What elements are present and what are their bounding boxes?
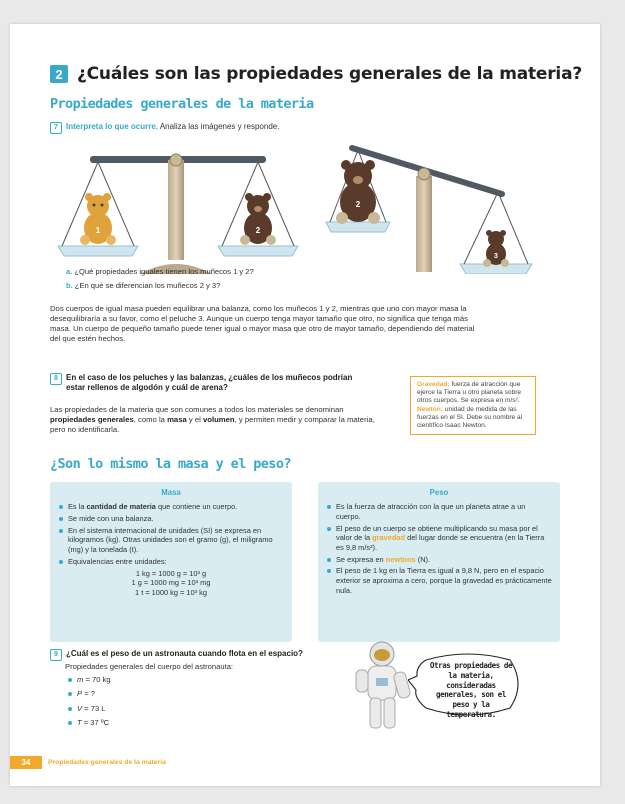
question-a-letter: a.	[66, 267, 73, 276]
activity-7-number: 7	[50, 122, 62, 134]
mass-item-2: Se mide con una balanza.	[58, 514, 284, 524]
question-b	[66, 281, 220, 290]
teddy-2-label-b: 2	[355, 200, 361, 209]
weight-box-title: Peso	[429, 488, 449, 497]
weight-item-1: Es la fuerza de atracción con la que un planeta atrae a un cuerpo.	[326, 502, 552, 521]
subtitle-general-properties: Propiedades generales de la materia	[50, 96, 314, 112]
section-heading	[50, 64, 582, 84]
teddy-2-left-pan	[336, 160, 380, 224]
subtitle-mass-vs-weight: ¿Son lo mismo la masa y el peso?	[50, 456, 291, 472]
teddy-1	[80, 193, 116, 245]
section-title: ¿Cuáles son las propiedades generales de la materia?	[77, 64, 582, 84]
activity-8	[50, 373, 360, 393]
footer-title: Propiedades generales de la materia	[48, 759, 166, 766]
balance-illustration	[40, 134, 550, 274]
mass-equivalences: 1 kg = 1000 g = 10³ g 1 g = 1000 mg = 10³ mg 1 t = 1000 kg = 10³ kg	[131, 568, 211, 597]
activity-9-text: ¿Cuál es el peso de un astronauta cuando flota en el espacio?	[66, 649, 303, 658]
prop-weight: P = ?	[68, 687, 111, 701]
question-b-letter: b.	[66, 281, 73, 290]
mass-item-1: Es la cantidad de materia que contiene un cuerpo.	[58, 502, 284, 512]
weight-box	[318, 482, 560, 642]
paragraph-mass-balance: Dos cuerpos de igual masa pueden equilibrar una balanza, como los muñecos 1 y 2, mientras que uno con mayor masa la desequilibraría a su favor, como el peluche 3. Aunque un cuerpo tenga mayor tamaño que otro, no significa que tenga más masa. Un cuerpo de pequeño tamaño puede tener igual o mayor masa que otro de mayor tamaño, dependiendo del material del que estén hechos.	[50, 304, 475, 344]
prop-volume: V = 73 L	[68, 702, 111, 716]
activity-9-number: 9	[50, 649, 62, 661]
teddy-3-label: 3	[494, 253, 498, 260]
astronaut-props-list	[68, 673, 111, 731]
mass-box	[50, 482, 292, 642]
weight-item-3: Se expresa en newtons (N).	[326, 555, 552, 565]
activity-8-number: 8	[50, 373, 62, 385]
textbook-page	[10, 24, 600, 786]
activity-8-text: En el caso de los peluches y las balanzas, ¿cuáles de los muñecos podrían estar rellenos de algodón y cuál de arena?	[66, 373, 353, 392]
teddy-2-right-pan	[240, 193, 276, 245]
glossary-newton: Newton: unidad de medida de las fuerzas en el SI. Debe su nombre al científico Isaac Newton.	[417, 405, 523, 430]
teddy-2-label-a: 2	[255, 226, 261, 235]
prop-mass: m = 70 kg	[68, 673, 111, 687]
glossary-gravedad: Gravedad: fuerza de atracción que ejerce la Tierra u otro planeta sobre otros cuerpos. Se expresa en m/s².	[417, 381, 522, 405]
activity-7	[50, 122, 279, 134]
section-number: 2	[50, 65, 68, 83]
weight-item-2: El peso de un cuerpo se obtiene multiplicando su masa por el valor de la gravedad del lugar donde se encuentra (en la Tierra es 9,8 m/s²).	[326, 524, 552, 553]
paragraph-general-properties: Las propiedades de la materia que son comunes a todos los materiales se denominan propiedades generales, como la masa y el volumen, y permiten medir y comparar la materia, pero no identificarla.	[50, 405, 375, 435]
weight-item-4: El peso de 1 kg en la Tierra es igual a 9,8 N, pero en el espacio exterior se aproxima a cero, porque la gravedad es prácticamente nula.	[326, 566, 552, 595]
astronaut-image	[354, 638, 414, 734]
speech-bubble-text: Otras propiedades de la materia, consideradas generales, son el peso y la temperatura.	[429, 661, 513, 719]
astronaut-props-intro: Propiedades generales del cuerpo del astronauta:	[65, 662, 234, 671]
activity-9	[50, 649, 303, 661]
question-a-text: ¿Qué propiedades iguales tienen los muñecos 1 y 2?	[74, 267, 254, 276]
teddy-3	[483, 230, 509, 267]
activity-7-text: Analiza las imágenes y responde.	[159, 122, 280, 131]
prop-temperature: T = 37 ºC	[68, 716, 111, 730]
page-footer	[10, 756, 166, 769]
activity-7-lead: Interpreta lo que ocurre.	[66, 122, 159, 131]
mass-box-title: Masa	[161, 488, 181, 497]
mass-item-4: Equivalencias entre unidades:	[58, 557, 284, 567]
mass-item-3: En el sistema internacional de unidades (SI) se expresa en kilogramos (kg). Otras unidades son el gramo (g), el miligramo (mg) y la tonelada (t).	[58, 526, 284, 555]
question-b-text: ¿En qué se diferencian los muñecos 2 y 3?	[74, 281, 221, 290]
question-a	[66, 267, 254, 276]
page-number: 34	[10, 756, 42, 769]
teddy-1-label: 1	[95, 226, 101, 235]
glossary-box	[410, 376, 536, 435]
